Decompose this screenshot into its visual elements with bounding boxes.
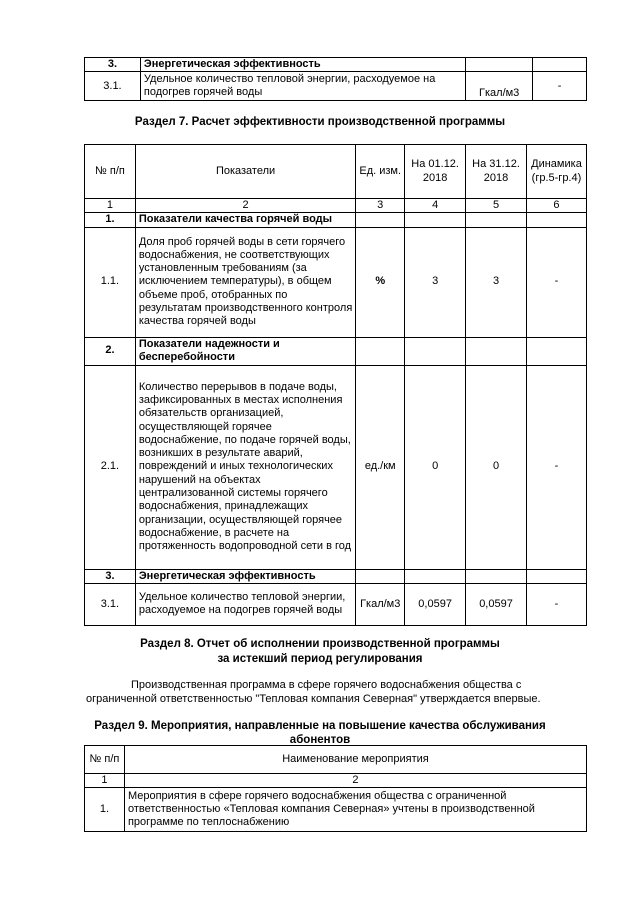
section9-title-line2: абонентов — [289, 734, 351, 746]
col-number: 2 — [124, 774, 586, 788]
section8-paragraph-line1: Производственная программа в сфере горячего водоснабжения общества с — [131, 679, 522, 691]
row-number: 2.1. — [85, 365, 136, 569]
section9-title-line1: Раздел 9. Мероприятия, направленные на повышение качества обслуживания — [94, 720, 546, 732]
table-row — [85, 365, 587, 569]
row-number: 3.1. — [85, 583, 136, 625]
section9-table — [84, 745, 587, 832]
table-row — [85, 583, 587, 625]
section-title: Энергетическая эффективность — [140, 58, 465, 72]
unit-cell: Гкал/м3 — [466, 72, 533, 101]
col-number: 1 — [85, 774, 125, 788]
value-cell: 3 — [466, 227, 527, 337]
header-row — [85, 746, 587, 774]
section7-title: Раздел 7. Расчет эффективности производственной программы — [134, 116, 506, 128]
table-row — [85, 58, 587, 72]
value-cell: - — [533, 72, 587, 101]
indicator-text: Удельное количество тепловой энергии, расходуемое на подогрев горячей воды — [135, 583, 355, 625]
unit-cell: % — [356, 227, 405, 337]
section7-table — [84, 144, 587, 626]
table-row — [85, 788, 587, 832]
row-number: 1. — [85, 788, 125, 832]
column-number-row — [85, 199, 587, 213]
row-number: 3. — [85, 569, 136, 583]
header-num: № п/п — [85, 145, 136, 199]
header-indicator: Показатели — [135, 145, 355, 199]
value-cell: 0,0597 — [405, 583, 466, 625]
indicator-text: Удельное количество тепловой энергии, расходуемое на подогрев горячей воды — [140, 72, 465, 101]
value-cell: 0 — [466, 365, 527, 569]
indicator-text: Количество перерывов в подаче воды, зафиксированных в местах исполнения обязательств организацией, осуществляющей горячее водоснабжение, по подаче горячей воды, возникших в результате аварий, повреждений и иных технологических нарушений на объектах централизованной системы горячего водоснабжения, принадлежащих организации, осуществляющей горячее водоснабжение, в расчете на протяженность водопроводной сети в год — [135, 365, 355, 569]
section8-title-line1: Раздел 8. Отчет об исполнении производственной программы — [140, 638, 500, 650]
value-cell: 0,0597 — [466, 583, 527, 625]
dynamics-cell: - — [526, 365, 586, 569]
row-number: 1.1. — [85, 227, 136, 337]
top-table — [84, 57, 587, 101]
unit-cell: ед./км — [356, 365, 405, 569]
table-row — [85, 227, 587, 337]
header-date2: На 31.12. 2018 — [466, 145, 527, 199]
header-name: Наименование мероприятия — [124, 746, 586, 774]
section8-title-line2: за истекший период регулирования — [217, 653, 423, 665]
col-number: 5 — [466, 199, 527, 213]
header-unit: Ед. изм. — [356, 145, 405, 199]
header-dynamics: Динамика (гр.5-гр.4) — [526, 145, 586, 199]
unit-cell: Гкал/м3 — [356, 583, 405, 625]
dynamics-cell: - — [526, 227, 586, 337]
indicator-text: Доля проб горячей воды в сети горячего водоснабжения, не соответствующих установленным требованиям (за исключением температуры), в общем объеме проб, отобранных по результатам производственного контроля качества горячей воды — [135, 227, 355, 337]
measure-text: Мероприятия в сфере горячего водоснабжения общества с ограниченной ответственностью «Тепловая компания Северная» учтены в производственной программе по теплоснабжению — [124, 788, 586, 832]
table-row — [85, 337, 587, 365]
row-number: 1. — [85, 213, 136, 227]
header-date1: На 01.12. 2018 — [405, 145, 466, 199]
col-number: 3 — [356, 199, 405, 213]
header-num: № п/п — [85, 746, 125, 774]
header-row — [85, 145, 587, 199]
table-row — [85, 569, 587, 583]
row-number: 3. — [85, 58, 141, 72]
section-title: Показатели качества горячей воды — [135, 213, 355, 227]
row-number: 3.1. — [85, 72, 141, 101]
col-number: 6 — [526, 199, 586, 213]
col-number: 2 — [135, 199, 355, 213]
row-number: 2. — [85, 337, 136, 365]
table-row — [85, 72, 587, 101]
value-cell: 3 — [405, 227, 466, 337]
col-number: 4 — [405, 199, 466, 213]
table-row — [85, 213, 587, 227]
value-cell: 0 — [405, 365, 466, 569]
column-number-row — [85, 774, 587, 788]
dynamics-cell: - — [526, 583, 586, 625]
section8-paragraph-line2: ограниченной ответственностью "Тепловая компания Северная" утверждается впервые. — [86, 693, 541, 705]
section-title: Энергетическая эффективность — [135, 569, 355, 583]
col-number: 1 — [85, 199, 136, 213]
section-title: Показатели надежности и бесперебойности — [135, 337, 355, 365]
